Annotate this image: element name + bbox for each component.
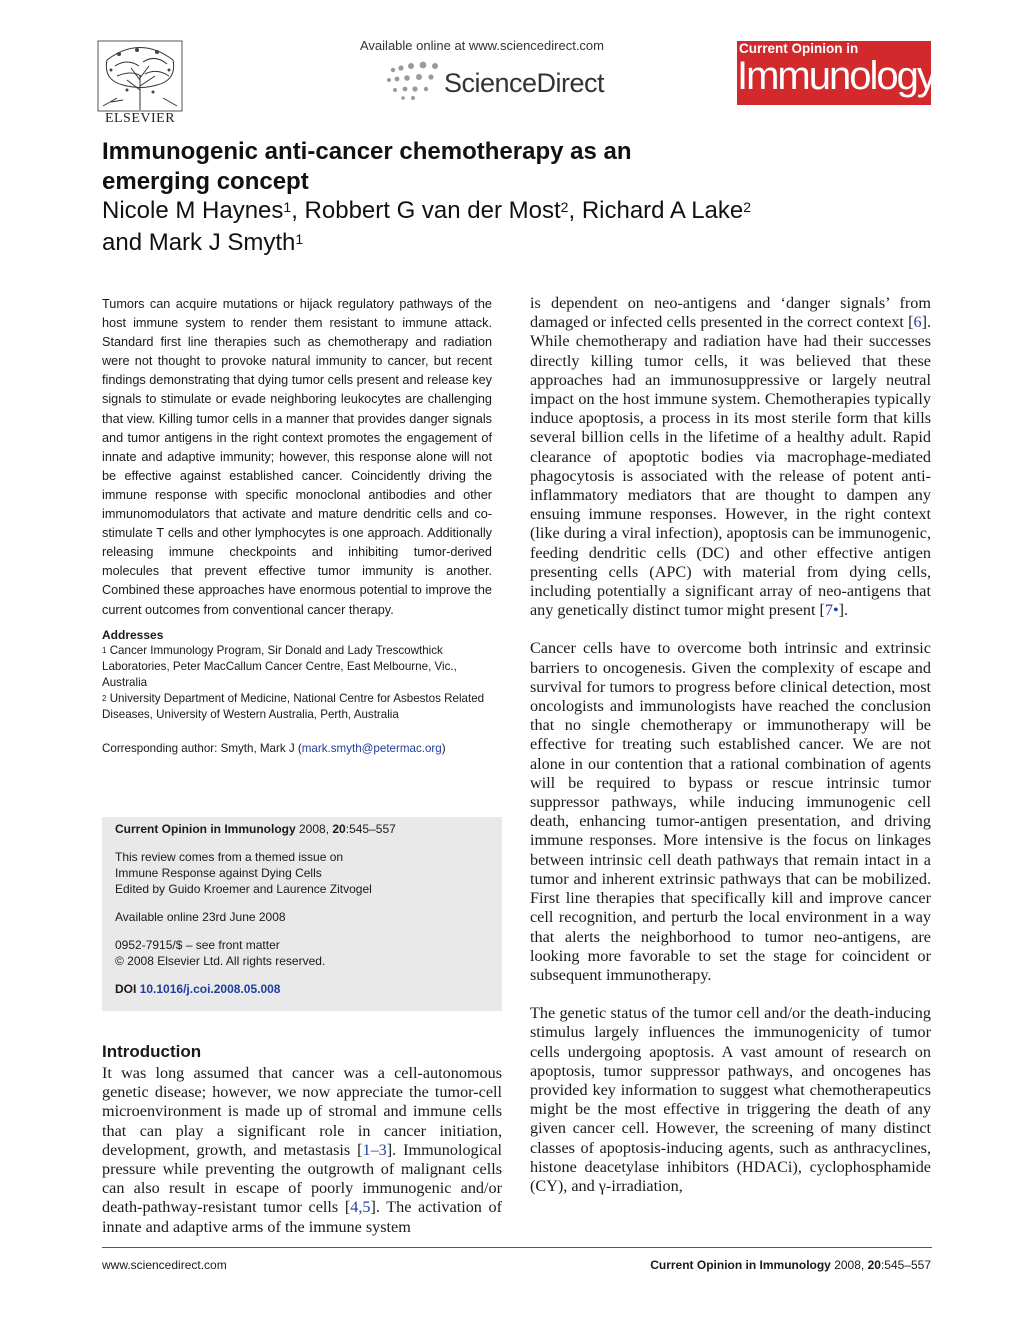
- author-affiliation: 2: [743, 199, 752, 215]
- corresponding-author: [102, 741, 492, 757]
- author-affiliation: 1: [283, 199, 292, 215]
- doi-link[interactable]: 10.1016/j.coi.2008.05.008: [139, 982, 281, 996]
- footer-website-link[interactable]: www.sciencedirect.com: [102, 1258, 227, 1272]
- article-title: Immunogenic anti-cancer chemotherapy as an emerging concept: [102, 138, 632, 195]
- body-paragraph: The genetic status of the tumor cell and/or the death-inducing stimulus largely influences the immunogenicity of tumor cells undergoing apoptosis. A vast amount of research on apoptosis, tumor suppressor pathways, and oncogenes has provided key information to suggest what chemotherapeutics might be the most effective in triggering the death of any given cancer cell. However, the screening of many distinct classes of apoptosis-inducing agents, such as anthracyclines, histone deacetylase inhibitors (HDACi), cyclophosphamide (CY), and γ-irradiation,: [530, 1004, 931, 1195]
- body-text: ]. While chemotherapy and radiation have had their successes directly killing tumor cells, it was believed that these approaches had an immunosuppressive or largely neutral impact on the host immune system. Chemotherapies typically induce apoptosis, a process in its most sterile form that kills several billion cells in the lifetime of a healthy adult. Rapid clearance of apoptotic bodies via macrophage-mediated phagocytosis is associated with the release of potent anti-inflammatory mediators that are thought to dampen any ensuing immune responses. However, in the right context (like during a viral infection), apoptosis can be immunogenic, feeding dendritic cells (DC) and other effective antigen presenting cells (APC) with material from dying cells, including potentially a significant array of neo-antigens that any genetically distinct tumor might present [: [530, 313, 931, 620]
- available-online-date: Available online 23rd June 2008: [115, 910, 286, 924]
- body-text: is dependent on neo-antigens and ‘danger signals’ from damaged or infected cells presented in the correct context [: [530, 294, 931, 332]
- corresponding-suffix: ): [441, 741, 446, 755]
- left-column: [102, 295, 492, 757]
- citation-line: [115, 821, 490, 837]
- copyright-line: © 2008 Elsevier Ltd. All rights reserved.: [115, 954, 326, 968]
- themed-issue-line: This review comes from a themed issue on: [115, 850, 344, 864]
- addresses-heading: Addresses: [102, 627, 164, 642]
- citation-link[interactable]: 7•: [824, 601, 839, 620]
- address-number: 2: [102, 693, 107, 703]
- intro-text: It was long assumed that cancer was a cell-autonomous genetic disease; however, we now appreciate the tumor-cell microenvironment is made up of stromal and immune cells that can play a significant role in cancer initiation, development, growth, and metastasis [: [102, 1064, 502, 1159]
- author-affiliation: 1: [295, 231, 304, 247]
- author-affiliation: 2: [560, 199, 569, 215]
- issn-line: 0952-7915/$ – see front matter: [115, 938, 280, 952]
- citation-volume: 20: [332, 822, 346, 836]
- corresponding-prefix: Corresponding author: Smyth, Mark J (: [102, 741, 302, 755]
- author-name: Robbert G van der Most: [304, 197, 561, 224]
- elsevier-wordmark: ELSEVIER: [104, 111, 176, 126]
- author-list: [102, 195, 862, 259]
- journal-logo: [737, 41, 935, 105]
- intro-text: ]. The activation of innate and adaptive arms of the immune system: [102, 1198, 503, 1236]
- address-text: Cancer Immunology Program, Sir Donald and Lady Trescowthick Laboratories, Peter MacCallum Cancer Centre, East Melbourne, Vic., Australia: [102, 643, 457, 689]
- citation-link[interactable]: 1–3: [362, 1140, 387, 1159]
- address-item: [102, 691, 492, 723]
- address-number: 1: [102, 645, 107, 655]
- sciencedirect-logo-text: ScienceDirect: [444, 68, 605, 98]
- citation-journal: Current Opinion in Immunology: [115, 822, 296, 836]
- address-text: University Department of Medicine, National Centre for Asbestos Related Diseases, University of Western Australia, Perth, Australia: [102, 691, 485, 721]
- abstract: Tumors can acquire mutations or hijack regulatory pathways of the host immune system to render them resistant to immune attack. Standard first line therapies such as chemotherapy and radiation were not thought to provoke natural immunity to cancer, but recent findings demonstrating that dying tumor cells present and release key signals to stimulate or evade neighboring leukocytes are challenging that view. Killing tumor cells in a manner that provides danger signals and tumor antigens in the right context promotes the engagement of innate and adaptive immunity; however, this response alone will not be effective against established cancer. Coincidently driving the immune response with specific monoclonal antibodies and other immunomodulators that activate and mature dendritic cells and co-stimulate T cells and other lymphocytes is one approach. Additionally releasing immune checkpoints and inhibiting tumor-derived molecules that prevent effective tumor immunity is another. Combined these approaches have enormous potential to improve the current outcomes from conventional cancer therapy.: [102, 297, 493, 617]
- author-separator: ,: [291, 197, 305, 224]
- body-text: ].: [838, 601, 849, 620]
- intro-paragraph: [102, 1064, 502, 1237]
- intro-text: ]. Immunological pressure while preventing the outgrowth of malignant cells can also result in escape of poorly immunogenic and/or death-pathway-resistant tumor cells [: [102, 1140, 502, 1217]
- author-name: Richard A Lake: [581, 197, 744, 224]
- citation-link[interactable]: 6: [913, 313, 922, 332]
- footer-divider: [102, 1247, 932, 1248]
- citation-pages: :545–557: [345, 822, 396, 836]
- author-name: and Mark J Smyth: [102, 229, 296, 256]
- author-separator: ,: [568, 197, 582, 224]
- footer-year: 2008,: [834, 1258, 865, 1272]
- doi-line: [115, 981, 490, 997]
- citation-link[interactable]: 4,5: [350, 1198, 371, 1217]
- available-online-text: Available online at www.sciencedirect.com: [360, 38, 604, 53]
- journal-logo-line1: Current Opinion in: [739, 41, 859, 56]
- right-column: [530, 294, 931, 1215]
- body-paragraph: [530, 294, 931, 620]
- footer-volume: 20: [867, 1258, 881, 1272]
- article-info-box: [102, 817, 502, 1011]
- body-paragraph: Cancer cells have to overcome both intrinsic and extrinsic barriers to oncogenesis. Given the complexity of escape and survival for tumors to progress before clinical detection, most oncologists and immunologists have reached the conclusion that no single chemotherapy or immunotherapy will be effective for treating such established cancer. We are not alone in our contention that a rational combination of agents will be required to bypass or rescue intrinsic tumor suppressor pathways, while inducing immunogenic cell death, enhancing tumor-antigen presentation, and driving immune responses. More intensive is the focus on linkages between intrinsic cell death pathways that remain intact in a tumor and inherent extrinsic pathways that can be mobilized. First line therapies that specifically kill and improve cancer cell recognition, and perturb the local environment in a way that alerts the neighborhood to tumor neo-antigens, are looking more favorable to set the stage for coincident or subsequent immunotherapy.: [530, 639, 931, 984]
- doi-label: DOI: [115, 982, 137, 996]
- author-email-link[interactable]: mark.smyth@petermac.org: [301, 741, 442, 755]
- themed-issue-editors: Edited by Guido Kroemer and Laurence Zitvogel: [115, 882, 372, 896]
- address-item: [102, 643, 492, 691]
- footer-journal: Current Opinion in Immunology: [650, 1258, 831, 1272]
- journal-logo-line2: Immunology: [737, 54, 935, 98]
- citation-year: 2008,: [299, 822, 330, 836]
- author-name: Nicole M Haynes: [102, 197, 284, 224]
- footer-citation: [650, 1258, 931, 1272]
- footer-pages: :545–557: [880, 1258, 931, 1272]
- introduction-body: [102, 1064, 502, 1237]
- introduction-heading: Introduction: [102, 1042, 202, 1061]
- themed-issue-title: Immune Response against Dying Cells: [115, 866, 322, 880]
